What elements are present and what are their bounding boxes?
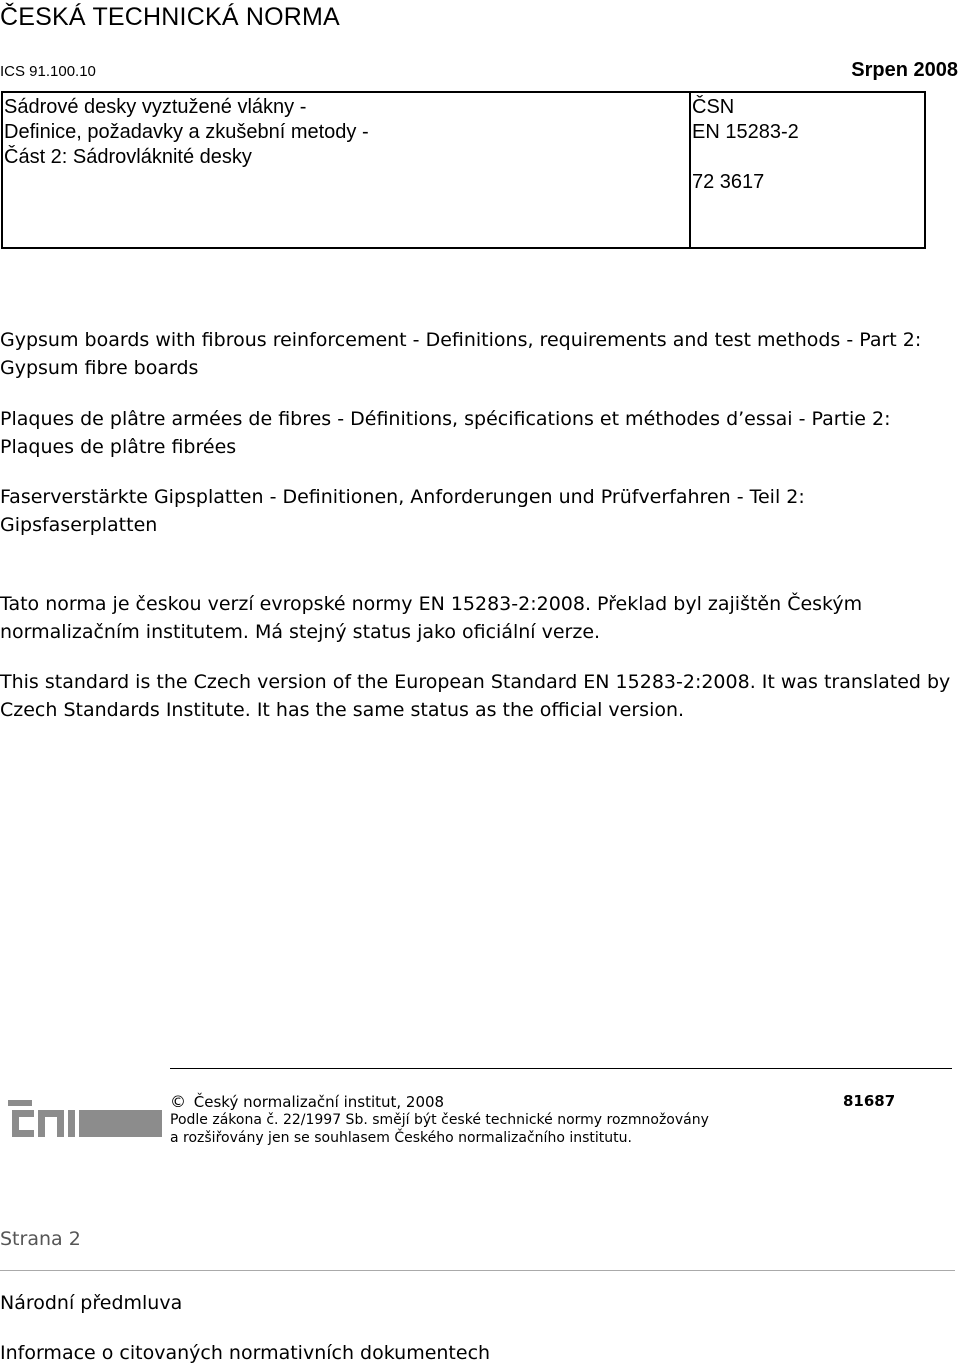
logo-i [68,1110,75,1137]
english-title: Gypsum boards with fibrous reinforcement - Definitions, requirements and test methods - Part 2: Gypsum fibre boards [0,329,922,379]
footer-divider [170,1068,952,1069]
french-title: Plaques de plâtre armées de fibres - Définitions, spécifications et méthodes d’essai - Partie 2: Plaques de plâtre fibrées [0,408,891,458]
logo-bar [8,1100,32,1106]
cni-logo-icon [8,1096,162,1144]
logo-block [79,1110,162,1137]
czech-title [3,93,691,247]
csn-label: ČSN [692,96,735,118]
copyright-icon: © [170,1092,186,1111]
czech-title-line: Část 2: Sádrovláknité desky [4,146,252,168]
page-divider [0,1270,955,1271]
subsection-heading: Informace o citovaných normativních dokumentech [0,1342,491,1364]
document-title: ČESKÁ TECHNICKÁ NORMA [0,3,340,31]
czech-title-line: Definice, požadavky a zkušební metody - [4,121,369,143]
copyright-text: Český normalizační institut, 2008 [193,1093,445,1111]
law-notice-line: a rozšiřovány jen se souhlasem Českého normalizačního institutu. [170,1130,632,1146]
section-heading: Národní předmluva [0,1292,183,1314]
english-status-note: This standard is the Czech version of the European Standard EN 15283-2:2008. It was translated by Czech Standards Institute. It has the same status as the official version. [0,671,951,721]
publication-date: Srpen 2008 [851,59,958,81]
german-title: Faserverstärkte Gipsplatten - Definitionen, Anforderungen und Prüfverfahren - Teil 2: Gipsfaserplatten [0,486,805,536]
logo-c [12,1110,34,1137]
standard-identifier [692,93,799,195]
law-notice-line: Podle zákona č. 22/1997 Sb. smějí být české technické normy rozmnožovány [170,1112,709,1128]
title-box [1,91,926,249]
logo-n [38,1110,64,1137]
copyright-notice [170,1092,444,1111]
page-label: Strana 2 [0,1228,81,1250]
document-number: 81687 [843,1092,896,1110]
ics-code: ICS 91.100.10 [0,63,96,80]
czech-title-line: Sádrové desky vyztužené vlákny - [4,96,307,118]
en-number: EN 15283-2 [692,121,799,143]
classification-code: 72 3617 [692,171,765,193]
czech-status-note: Tato norma je českou verzí evropské normy EN 15283-2:2008. Překlad byl zajištěn Českým normalizačním institutem. Má stejný status jako oficiální verze. [0,593,863,643]
law-notice [170,1111,709,1147]
